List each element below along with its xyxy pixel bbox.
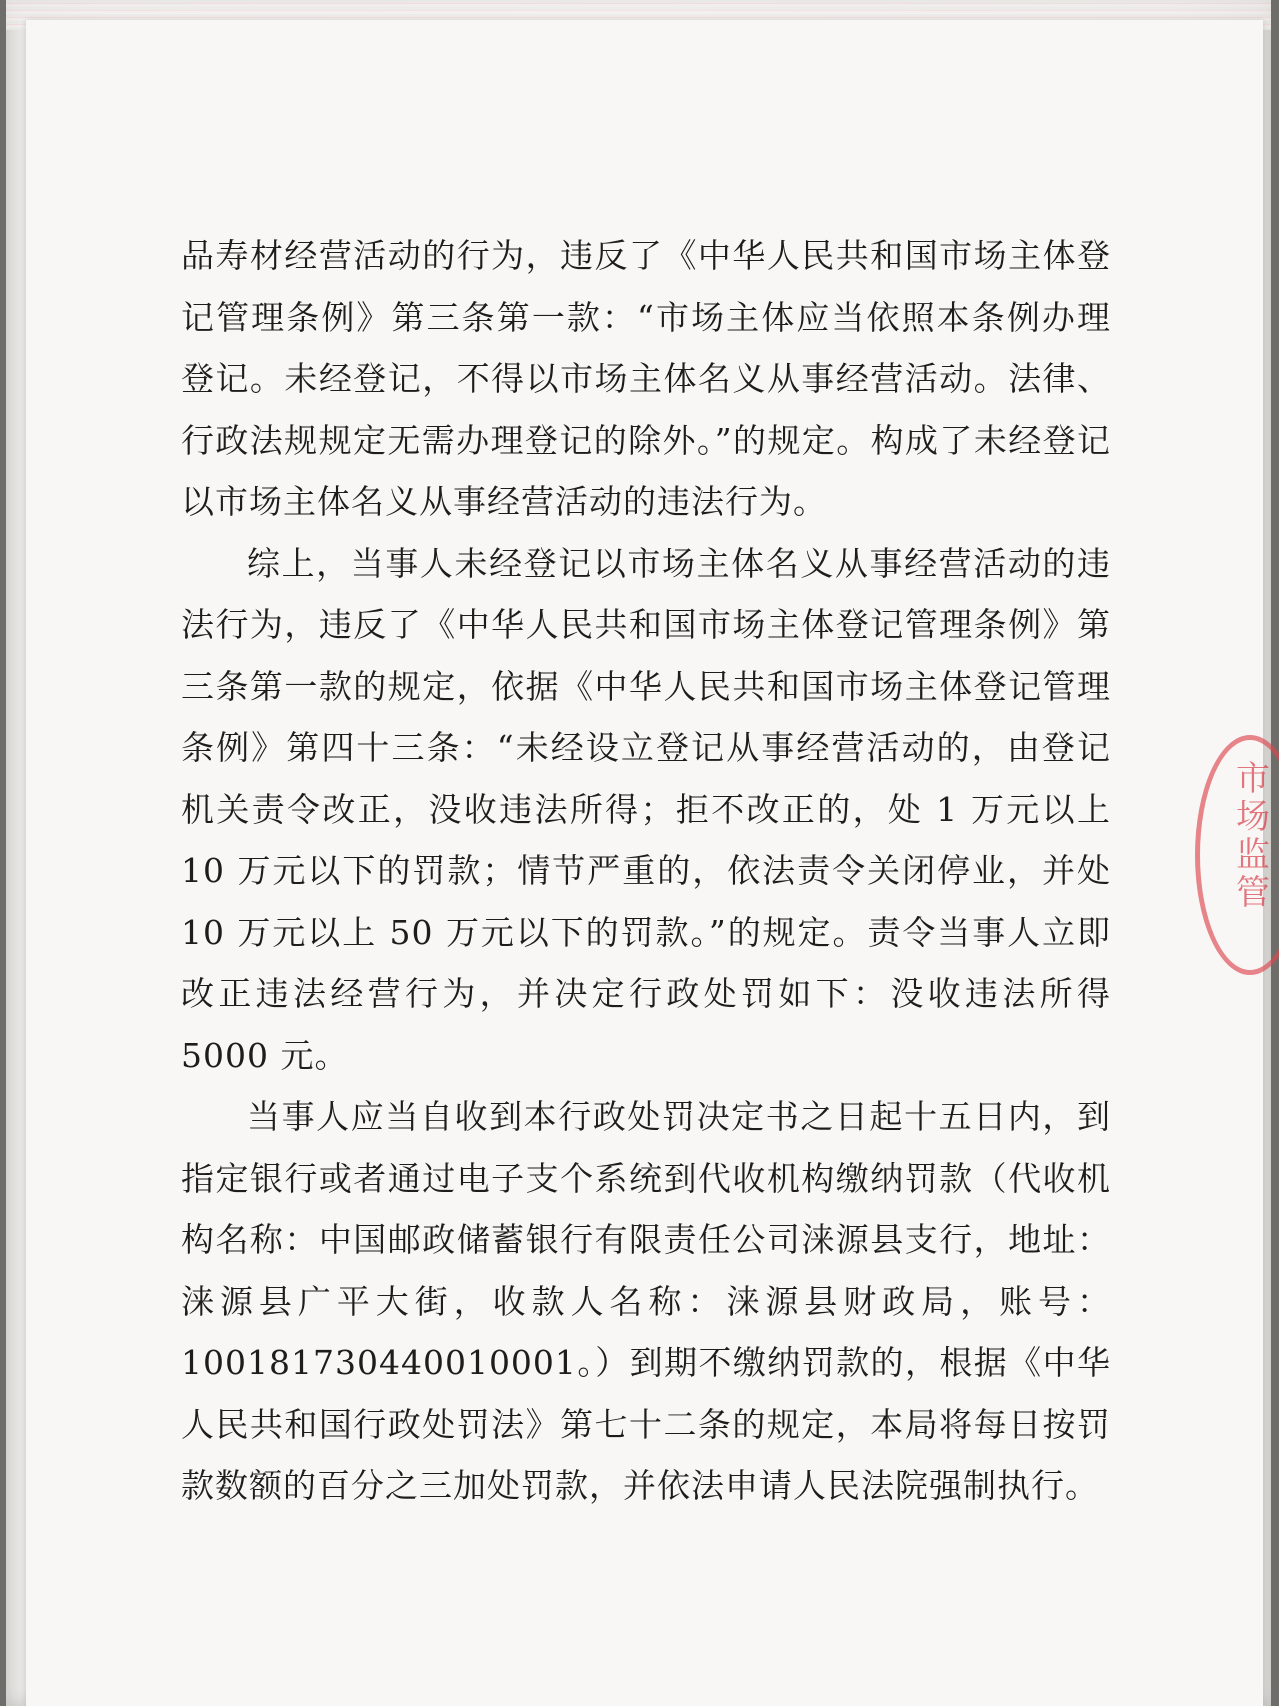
seal-text: 市场监管 [1229,760,1270,912]
document-page [26,20,1263,1706]
document-body [181,225,1111,1517]
paragraph-penalty-decision: 综上，当事人未经登记以市场主体名义从事经营活动的违法行为，违反了《中华人民共和国市场主体登记管理条例》第三条第一款的规定，依据《中华人民共和国市场主体登记管理条例》第四十三条：“未经设立登记从事经营活动的，由登记机关责令改正，没收违法所得；拒不改正的，处 1 万元以上 10 万元以下的罚款；情节严重的，依法责令关闭停业，并处 10 万元以上 50 万元以下的罚款。”的规定。责令当事人立即改正违法经营行为，并决定行政处罚如下：没收违法所得 5000 元。 [181,543,1111,1075]
paper-stack [6,0,1271,1706]
paragraph-payment-instructions: 当事人应当自收到本行政处罚决定书之日起十五日内，到指定银行或者通过电子支个系统到代收机构缴纳罚款（代收机构名称：中国邮政储蓄银行有限责任公司涞源县支行，地址：涞源县广平大街，收款人名称：涞源县财政局，账号：100181730440010001。）到期不缴纳罚款的，根据《中华人民共和国行政处罚法》第七十二条的规定，本局将每日按罚款数额的百分之三加处罚款，并依法申请人民法院强制执行。 [181,1097,1111,1505]
paragraph-violation: 品寿材经营活动的行为，违反了《中华人民共和国市场主体登记管理条例》第三条第一款：“市场主体应当依照本条例办理登记。未经登记，不得以市场主体名义从事经营活动。法律、行政法规规定无需办理登记的除外。”的规定。构成了未经登记以市场主体名义从事经营活动的违法行为。 [181,236,1111,521]
